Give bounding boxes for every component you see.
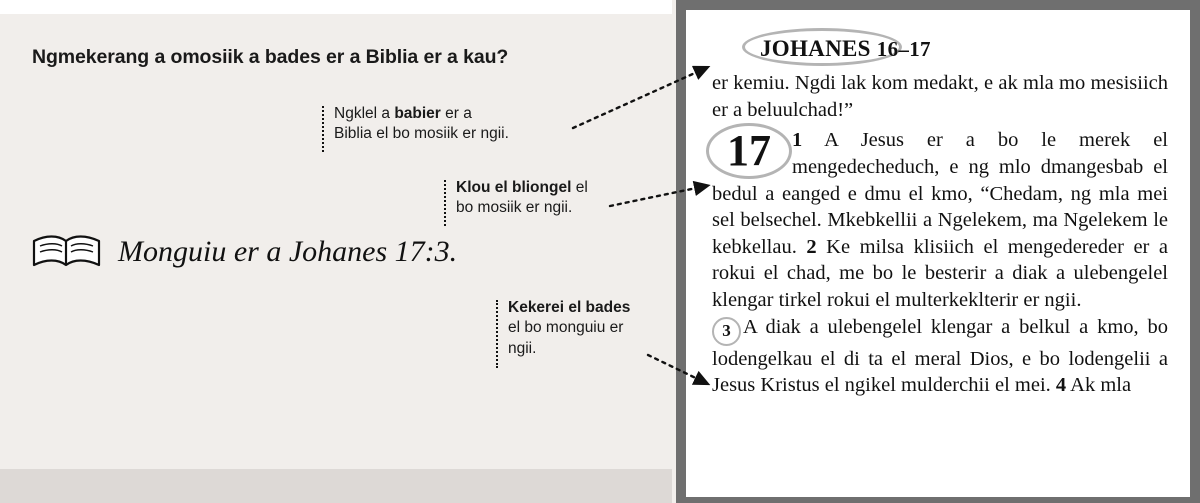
verse-text-2: Ke milsa klisiich el mengedereder er a rokui el chad, me bo le besterir a diak a ulebengelel klengar tirkel rokui el multerkeklterir er ngii. <box>712 235 1169 312</box>
callout-text-post: el <box>571 179 588 196</box>
paragraph-chapter-17 <box>712 127 1168 313</box>
paragraph-verse-3 <box>712 314 1168 399</box>
callout-text-pre: Ngklel a <box>334 105 395 122</box>
bottom-band-inner <box>0 441 672 469</box>
chapter-number-highlight-oval <box>706 123 792 179</box>
callout-text-line2: Biblia el bo mosiik er ngii. <box>334 125 509 143</box>
callout-text-bold: Klou el bliongel <box>456 179 572 196</box>
bible-page <box>686 10 1190 497</box>
chapter-range: 16–17 <box>876 37 931 61</box>
top-white-strip <box>0 0 672 14</box>
callout-text-line2: bo mosiik er ngii. <box>456 199 573 217</box>
chapter-number-block <box>716 126 782 176</box>
verse-text-1: A Jesus er a bo le merek el mengedecheduch, e ng mlo dmangesbab el bedul a eanged e dmu el kmo, “Chedam, ng mla mei sel belsechel. Mkebkellii a Ngelekem, ma Ngelekem le kebkellau. <box>712 129 1168 258</box>
book-name: JOHANES <box>760 36 871 61</box>
bible-text-column <box>712 70 1168 399</box>
bible-heading <box>712 32 1168 68</box>
verse-number-4: 4 <box>1055 374 1067 397</box>
callout-text-post: er a <box>440 105 472 122</box>
callout-verse <box>496 298 676 366</box>
book-heading-label <box>760 36 931 62</box>
dotted-rule <box>496 300 498 368</box>
bottom-band <box>0 441 672 503</box>
verse-text-3: A diak a ulebengelel klengar a belkul a kmo, bo lodengelkau el di ta el meral Dios, e bo lodengelii a Jesus Kristus el ngikel mulderchii el mei. <box>712 315 1168 397</box>
verse-text-4: Ak mla <box>1070 374 1132 397</box>
callout-chapter <box>444 178 644 224</box>
dotted-rule <box>444 180 446 226</box>
paragraph-continuation: er kemiu. Ngdi lak kom medakt, e ak mla mo mesisiich er a beluulchad!” <box>712 72 1168 121</box>
callout-text-bold: babier <box>394 105 441 122</box>
callout-book-name <box>322 104 572 150</box>
callout-text-bold: Kekerei el bades <box>508 299 631 316</box>
verse-number-2: 2 <box>806 235 817 258</box>
reading-instruction <box>30 232 457 272</box>
callout-text-line3: ngii. <box>508 339 537 357</box>
open-book-icon <box>30 232 104 272</box>
callout-text-line2: el bo monguiu er <box>508 319 624 337</box>
dotted-rule <box>322 106 324 152</box>
page-title: Ngmekerang a omosiik a bades er a Biblia er a kau? <box>32 46 509 68</box>
reading-reference: Monguiu er a Johanes 17:3. <box>118 235 458 268</box>
verse-number-3-highlighted: 3 <box>712 317 741 346</box>
chapter-number: 17 <box>727 126 771 176</box>
verse-number-1: 1 <box>792 129 803 152</box>
